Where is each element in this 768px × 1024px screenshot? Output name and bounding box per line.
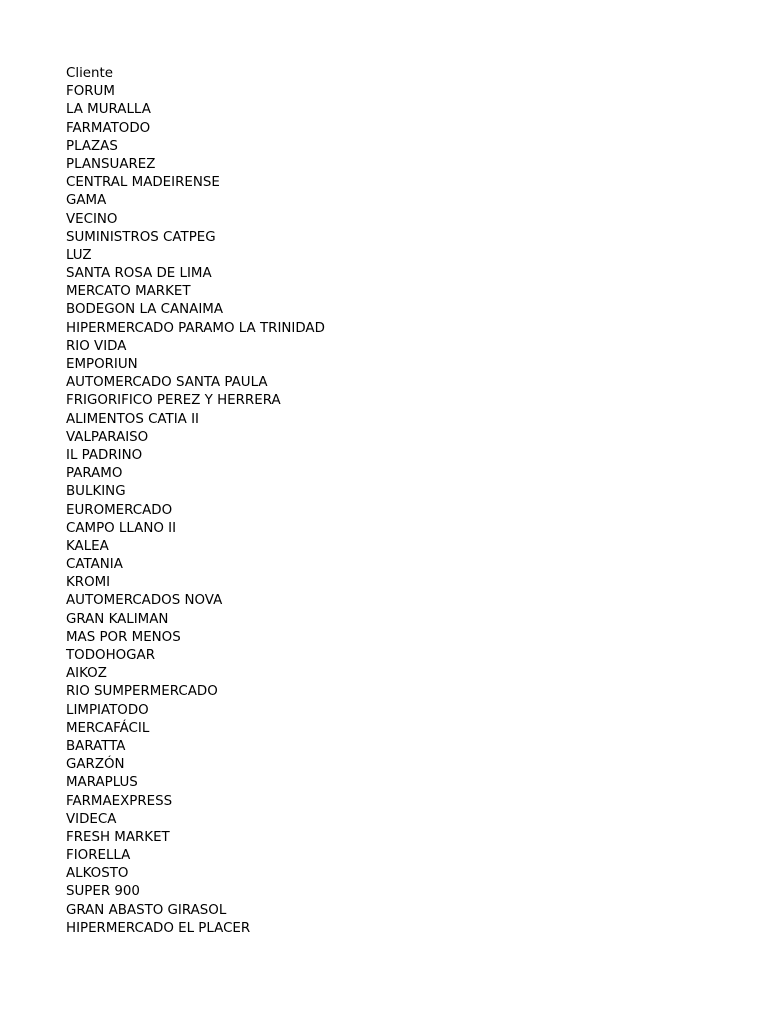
client-row: RIO VIDA xyxy=(66,338,127,354)
client-row: FARMAEXPRESS xyxy=(66,793,173,809)
client-row: ALIMENTOS CATIA II xyxy=(66,411,199,427)
client-row: FRESH MARKET xyxy=(66,829,170,845)
client-row: KROMI xyxy=(66,575,111,591)
client-row: MAS POR MENOS xyxy=(66,629,181,645)
client-row: BODEGON LA CANAIMA xyxy=(66,302,223,318)
client-row: VECINO xyxy=(66,211,118,227)
client-row: CENTRAL MADEIRENSE xyxy=(66,175,220,191)
client-row: RIO SUMPERMERCADO xyxy=(66,684,218,700)
client-row: LA MURALLA xyxy=(66,102,151,118)
client-row: HIPERMERCADO PARAMO LA TRINIDAD xyxy=(66,320,325,336)
client-row: GRAN ABASTO GIRASOL xyxy=(66,902,227,918)
client-row: CAMPO LLANO II xyxy=(66,520,177,536)
client-row: GRAN KALIMAN xyxy=(66,611,169,627)
client-row: MERCAFÁCIL xyxy=(66,720,150,736)
client-row: FRIGORIFICO PEREZ Y HERRERA xyxy=(66,393,281,409)
client-row: VALPARAISO xyxy=(66,429,149,445)
client-row: BARATTA xyxy=(66,738,126,754)
client-row: GAMA xyxy=(66,193,107,209)
client-row: AUTOMERCADOS NOVA xyxy=(66,593,223,609)
client-row: AUTOMERCADO SANTA PAULA xyxy=(66,375,268,391)
client-row: TODOHOGAR xyxy=(66,648,156,663)
client-row: FIORELLA xyxy=(66,848,131,864)
client-row: FORUM xyxy=(66,84,115,100)
client-list xyxy=(66,65,726,938)
client-row: VIDECA xyxy=(66,811,117,827)
client-row: KALEA xyxy=(66,538,109,554)
client-row: PLAZAS xyxy=(66,138,118,154)
client-row: HIPERMERCADO EL PLACER xyxy=(66,920,251,936)
client-row: AIKOZ xyxy=(66,666,107,682)
client-row: SANTA ROSA DE LIMA xyxy=(66,266,212,282)
client-row: GARZÓN xyxy=(66,757,125,773)
client-row: ALKOSTO xyxy=(66,866,129,882)
client-row: PLANSUAREZ xyxy=(66,156,156,172)
client-row: EUROMERCADO xyxy=(66,502,173,518)
client-row: LUZ xyxy=(66,247,92,263)
column-header: Cliente xyxy=(66,66,114,81)
client-row: SUMINISTROS CATPEG xyxy=(66,229,216,245)
client-row: EMPORIUN xyxy=(66,357,138,372)
client-row: FARMATODO xyxy=(66,120,151,136)
client-row: PARAMO xyxy=(66,466,123,482)
client-row: CATANIA xyxy=(66,557,123,573)
client-row: SUPER 900 xyxy=(66,884,140,900)
client-row: MERCATO MARKET xyxy=(66,284,191,300)
client-row: MARAPLUS xyxy=(66,775,138,791)
client-row: IL PADRINO xyxy=(66,447,143,463)
client-row: LIMPIATODO xyxy=(66,702,149,718)
client-row: BULKING xyxy=(66,484,126,500)
